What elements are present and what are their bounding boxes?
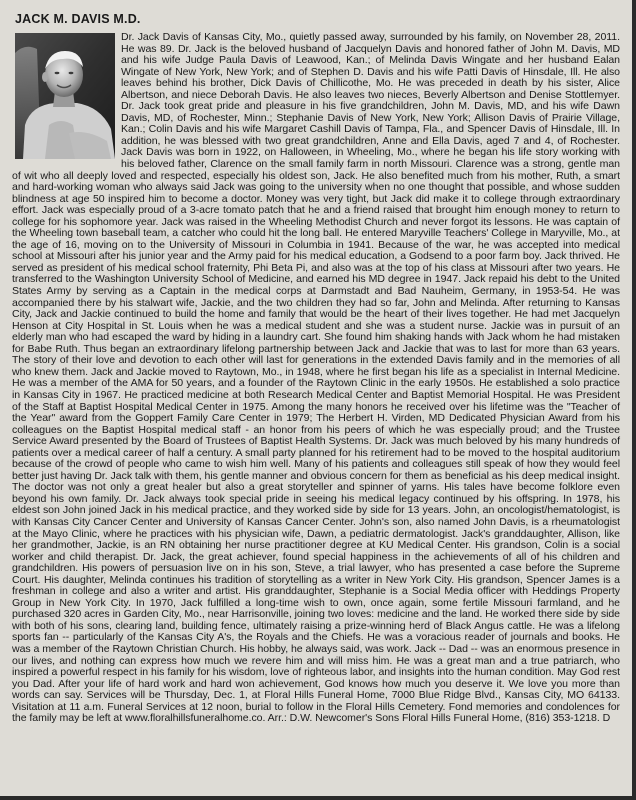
portrait-photo-image — [15, 33, 115, 159]
obituary-heading: JACK M. DAVIS M.D. — [15, 12, 141, 26]
portrait-photo — [15, 33, 115, 159]
obituary-body: Dr. Jack Davis of Kansas City, Mo., quietly passed away, surrounded by his family, on November 28, 2011. He was 89. Dr. Jack is the beloved husband of Jacquelyn Davis and honored father of John M. Davis, MD and his wife Judge Paula Davis of Leawood, Kan.; of Melinda Davis Wingate and her husband Ealan Wingate of New York, New York; and of Stephen D. Davis and his wife Patti Davis of Hinsdale, Ill. He also leaves behind his brother, Dick Davis of Chillicothe, Mo. He was preceded in death by his sister, Alice Albertson, and niece Deborah Davis. He also leaves two nieces, Beverly Albertson and Denise Stottlemyer. Dr. Jack took great pride and pleasure in his five grandchildren, John M. Davis, MD, and his wife Dawn Davis, MD, of Rochester, Minn.; Stephanie Davis of New York, New York; Allison Davis of Prairie Village, Kan.; Colin Davis and his wife Margaret Cashill Davis of Tampa, Fla., and Spencer Davis of Hinsdale, Ill. In addition, he was blessed with two great grandchildren, Anne and Ella Davis, aged 7 and 4, of Rochester. Jack Davis was born in 1922, on Halloween, in Wheeling, Mo., where he began his life story working with his beloved father, Clarence on the small family farm in north Missouri. Clarence was a strong, gentle man of wit who all deeply loved and respected, especially his oldest son, Jack. He also benefited much from his mother, Ruth, a smart and hard-working woman who always said Jack was going to the university when no one thought that possible, and whose sudden blindness at age 50 inspired him to become a doctor. Money was very tight, but Jack did make it to college through extraordinary effort. Jack was especially proud of a 3-acre tomato patch that he and a friend raised that brought him enough money to return to college for his sophomore year. Jack was raised in the Wheeling Methodist Church and never forgot its lessons. He was captain of the Wheeling town baseball team, a catcher who could hit the long ball. He entered Maryville Teachers' College in Maryville, Mo., at the age of 16, moving on to the University of Missouri in Columbia in 1941. Because of the war, he was accepted into medical school at Missouri after his junior year and the Army paid for his medical education, a Godsend to a poor farm boy. Jack thrived. He served as president of his medical school fraternity, Phi Beta Pi, and also was at the top of his class at Missouri after two years. He transferred to the Washington University School of Medicine, and earned his MD degree in 1947. Jack repaid his debt to the United States Army by serving as a Captain in the medical corps at Darmstadt and Bad Nauheim, Germany, in 1953-54. He was accompanied there by his stalwart wife, Jackie, and the two children they had so far, John and Melinda. After returning to Kansas City, Jack and Jackie continued to build the home and family that would be the heart of their lives together. He had met Jacquelyn Henson at City Hospital in St. Louis when he was a medical student and she was a student nurse. Jackie was in pursuit of an elderly man who had escaped the ward by hiding in a laundry cart. She found him shaking hands with Jack whom he had mistaken for Babe Ruth. Thus began an extraordinary lifelong partnership between Jack and Jackie that was to last for more than 63 years. The story of their love and devotion to each other will last for generations in the extended Davis family and in the memories of all who knew them. Jack and Jackie moved to Raytown, Mo., in 1948, where he first began his life as a specialist in Internal Medicine. He was a member of the AMA for 50 years, and a founder of the Raytown Clinic in the early 1950s. He established a solo practice in Kansas City in 1967. He practiced medicine at both Research Medical Center and Baptist Memorial Hospital. He was President of the Staff at Baptist Hospital Medical Center in 1975. Among the many honors he received over his lifetime was the "Teacher of the Year" award from the Goppert Family Care Center in 1979; The Herbert H. Virden, MD Dedicated Physician Award from his colleagues on the Baptist Hospital medical staff - an honor from his peers of which he was especially proud; and the Trustee Service Award presented by the Board of Trustees of Baptist Health Systems. Dr. Jack was much beloved by his many hundreds of patients over a medical career of half a century. A small party planned for his retirement had to be moved to the hospital auditorium because of the crowd of people who came to wish him well. Many of his patients and colleagues still speak of how they would feel better just having Dr. Jack talk with them, his gentle manner and obvious concern for them as beneficial as his deep medical insight. The doctor was not only a great healer but also a great storyteller and spinner of yarns. His tales have become folklore even beyond his own family. Dr. Jack always took special pride in seeing his medical legacy continued by his offspring. In 1978, his eldest son John joined Jack in his medical practice, and they worked side by side for 13 years. John, an oncologist/hematologist, is with Kansas City Cancer Center and University of Kansas Cancer Center. John's son, also named John Davis, is a rheumatologist at the Mayo Clinic, where he practices with his physician wife, Dawn, a pediatric dermatologist. Jack's granddaughter, Allison, like her grandmother, Jackie, is an RN obtaining her nurse practitioner degree at KU Medical Center. His grandson, Colin is a social worker and child therapist. Dr. Jack, the great achiever, found special happiness in the achievements of all of his children and grandchildren. His powers of persuasion live on in his son, Steve, a trial lawyer, who has presented a case before the Supreme Court. His daughter, Melinda continues his tradition of storytelling as a writer in New York City. His grandson, Spencer James is a freshman in college and also a writer and artist. His granddaughter, Stephanie is a Social Media officer with Heddings Property Group in New York City. In 1970, Jack fulfilled a long-time wish to own, once again, some fertile Missouri farmland, and he purchased 320 acres in Garden City, Mo., near Harrisonville, joining two loves: medicine and the land. He worked there side by side with both of his sons, clearing land, building fence, ultimately raising a prize-winning herd of Black Angus cattle. He was a lifelong sports fan -- particularly of the Kansas City A's, the Royals and the Chiefs. He was a voracious reader of journals and books. He was a member of the Raytown Christian Church. His hobby, he always said, was work. Jack -- Dad -- was an enormous presence in our lives, and nothing can express how much we revere him and will miss him. He was a great man and a true patriarch, who inspired a powerful respect in his family for his wisdom, love of righteous labor, and insights into the human condition. May God rest you Dad. After your life of hard work and hard won achievement, God knows how much you deserve it. We love you more than words can say. Services will be Thursday, Dec. 1, at Floral Hills Funeral Home, 7000 Blue Ridge Blvd., Kansas City, MO 64133. Visitation at 11 a.m. Funeral Services at 12 noon, burial to follow in the Floral Hills Cemetery. Fond memories and condolences for the family may be left at www.floralhillsfuneralhome.co. Arr.: D.W. Newcomer's Sons Floral Hills Funeral Home, (816) 353-1218. D — [12, 31, 620, 725]
